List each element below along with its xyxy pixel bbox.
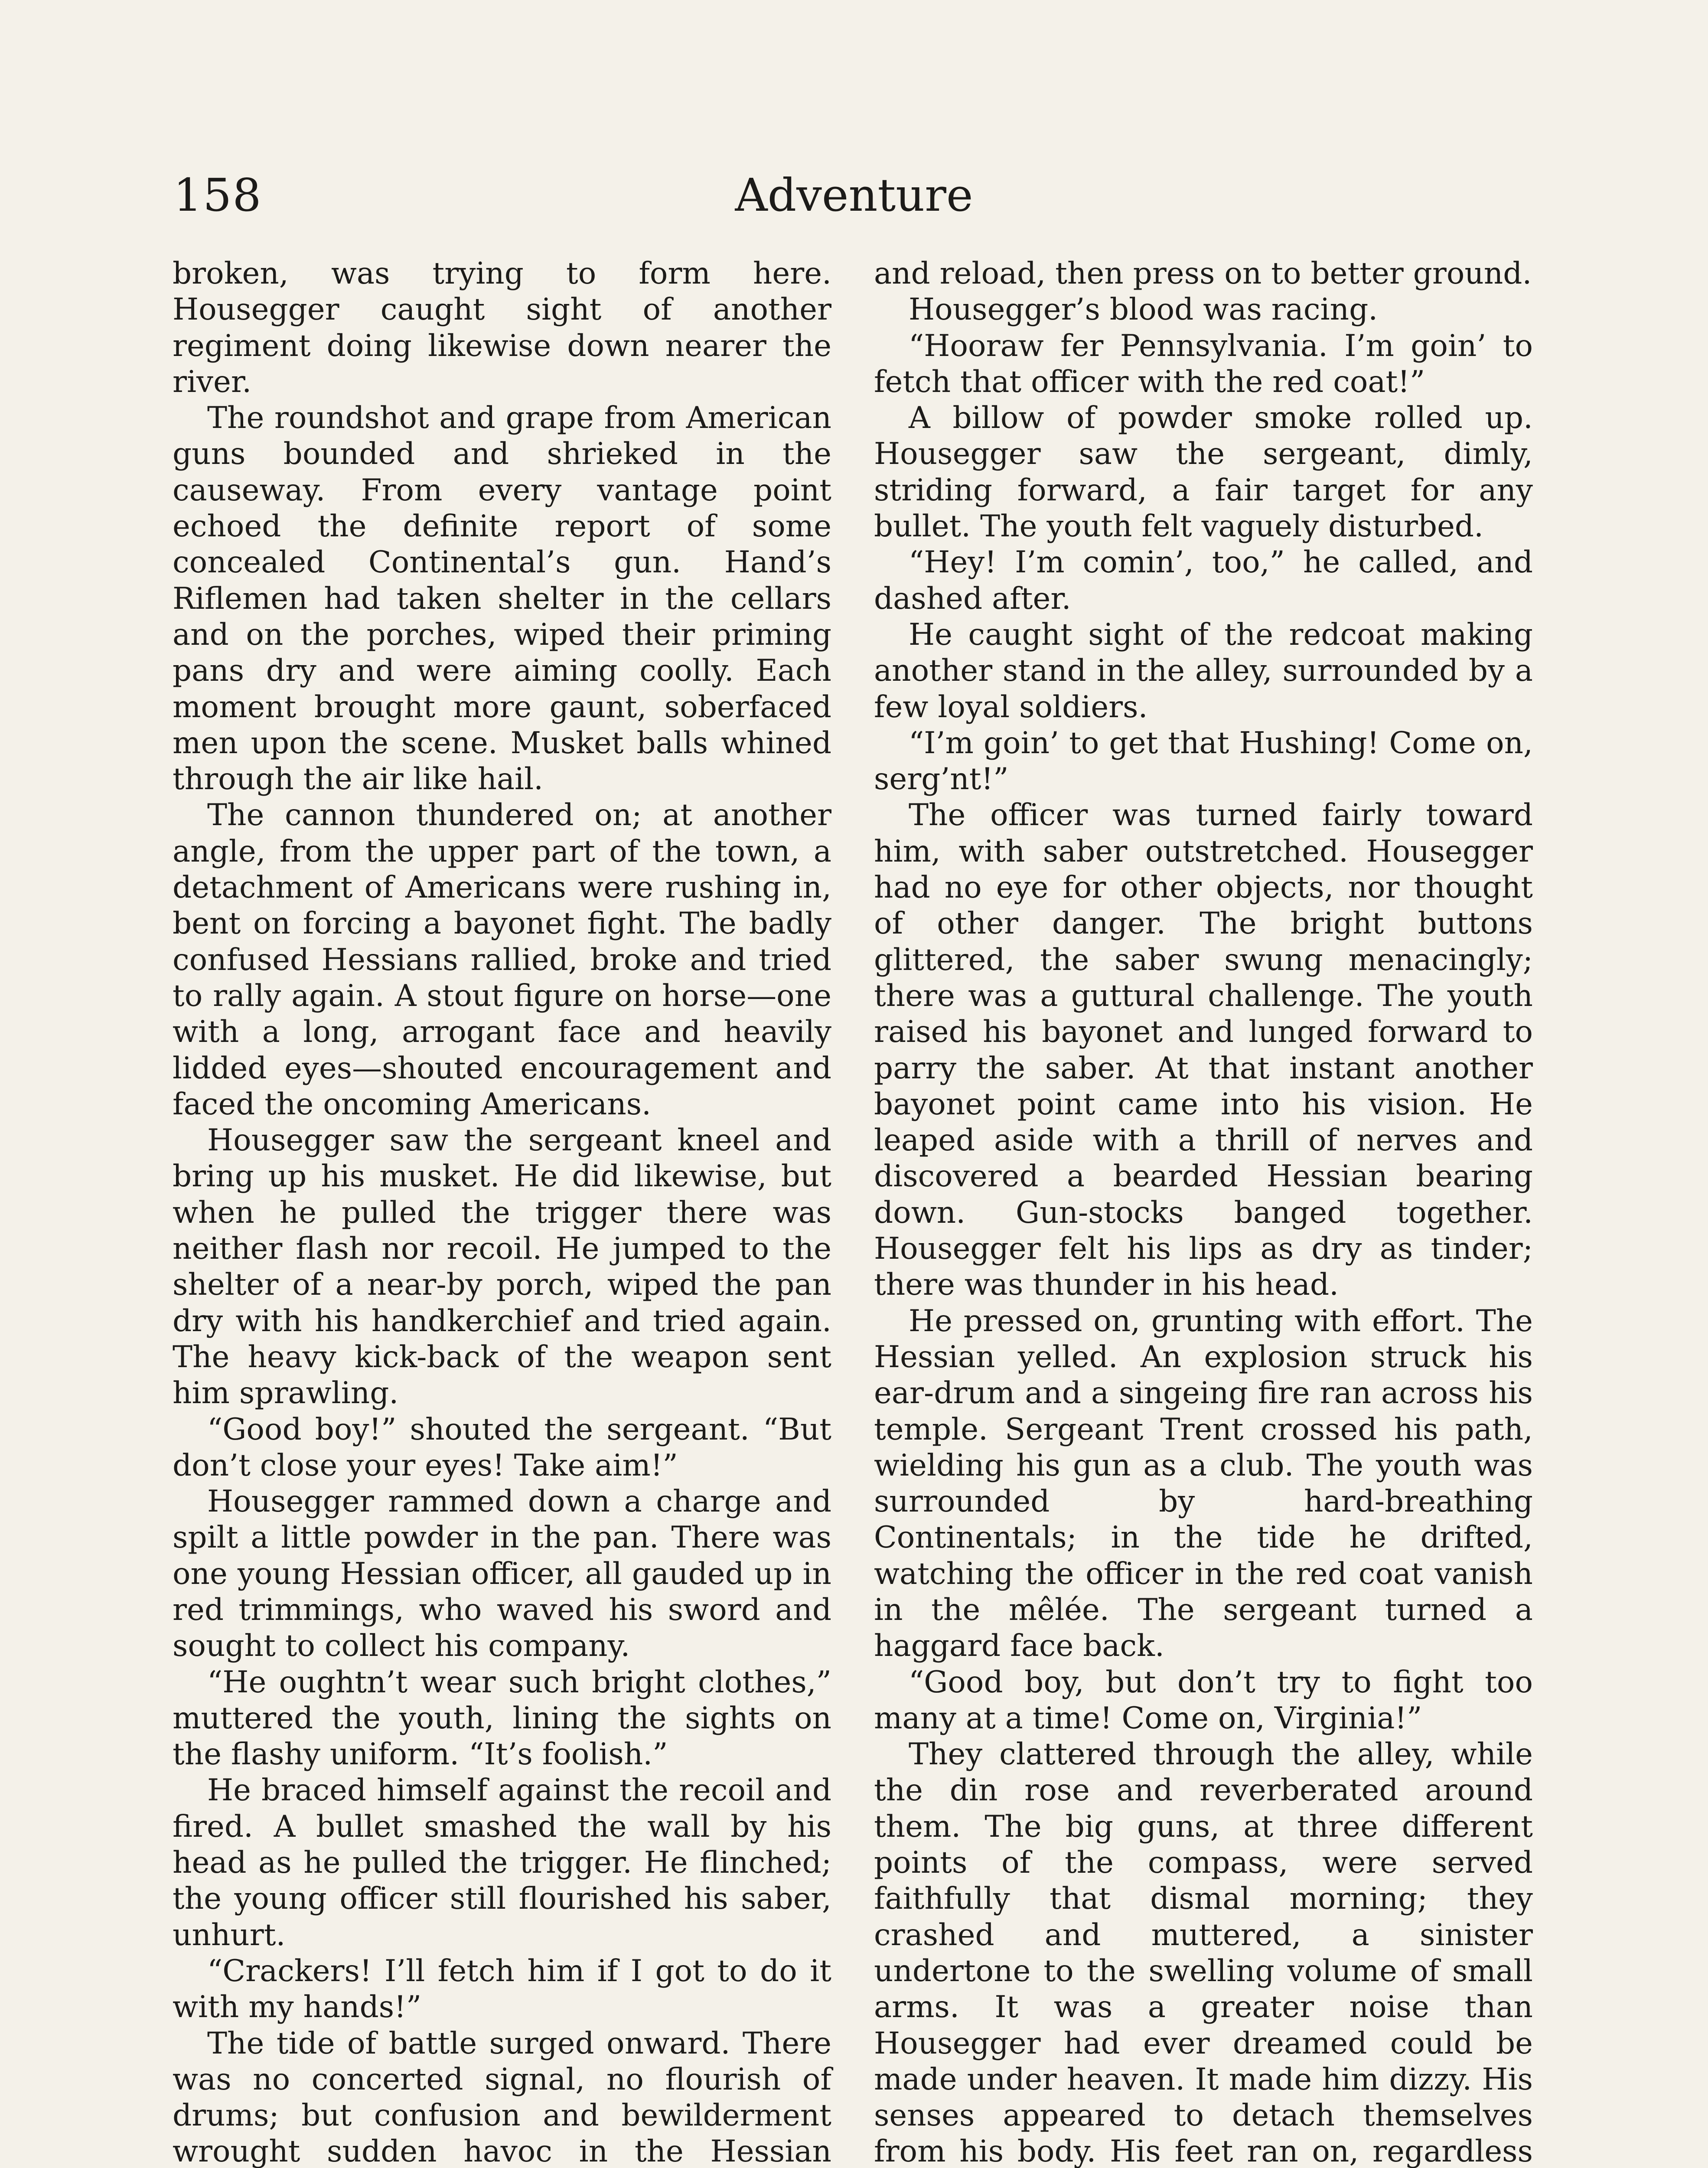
paragraph: “Hooraw fer Pennsylvania. I’m goin’ to fetch that officer with the red coat!” (874, 328, 1533, 399)
running-title: Adventure (735, 169, 973, 222)
left-column (173, 256, 831, 2168)
paragraph: “I’m goin’ to get that Hushing! Come on, serg’nt!” (874, 725, 1533, 797)
paragraph: He caught sight of the redcoat making another stand in the alley, surrounded by a few loyal soldiers. (874, 617, 1533, 725)
paragraph: The cannon thundered on; at another angle, from the upper part of the town, a detachment of Americans were rushing in, bent on forcing a bayonet fight. The badly confused Hessians rallied, broke and tried to rally again. A stout figure on horse—one with a long, arrogant face and heavily lidded eyes—shouted encouragement and faced the oncoming Americans. (173, 798, 831, 1122)
paragraph: They clattered through the alley, while the din rose and reverberated around them. The big guns, at three different points of the compass, were served faithfully that dismal morning; they crashed and muttered, a sinister undertone to the swelling volume of small arms. It was a greater noise than Housegger had ever dreamed could be made under heaven. It made him dizzy. His senses appeared to detach themselves from his body. His feet ran on, regardless (874, 1737, 1533, 2168)
paragraph: A billow of powder smoke rolled up. Housegger saw the sergeant, dimly, striding forward, a fair target for any bullet. The youth felt vaguely disturbed. (874, 401, 1533, 544)
paragraph: Housegger saw the sergeant kneel and bring up his musket. He did likewise, but when he pulled the trigger there was neither flash nor recoil. He jumped to the shelter of a near-by porch, wiped the pan dry with his handkerchief and tried again. The heavy kick-back of the weapon sent him sprawling. (173, 1123, 831, 1411)
paragraph: The officer was turned fairly toward him, with saber outstretched. Housegger had no eye for other objects, nor thought of other danger. The bright buttons glittered, the saber swung menacingly; there was a guttural challenge. The youth raised his bayonet and lunged forward to parry the saber. At that instant another bayonet point came into his vision. He leaped aside with a thrill of nerves and discovered a bearded Hessian bearing down. Gun-stocks banged together. Housegger felt his lips as dry as tinder; there was thunder in his head. (874, 798, 1533, 1303)
paragraph: The roundshot and grape from American guns bounded and shrieked in the causeway. From every vantage point echoed the definite report of some concealed Continental’s gun. Hand’s Riflemen had taken shelter in the cellars and on the porches, wiped their priming pans dry and were aiming coolly. Each moment brought more gaunt, soberfaced men upon the scene. Musket balls whined through the air like hail. (173, 401, 831, 797)
paragraph: “He oughtn’t wear such bright clothes,” muttered the youth, lining the sights on the flashy uniform. “It’s foolish.” (173, 1665, 831, 1772)
paragraph: Housegger’s blood was racing. (909, 292, 1378, 327)
paragraph: “Good boy, but don’t try to fight too many at a time! Come on, Virginia!” (874, 1665, 1533, 1736)
paragraph: and reload, then press on to better ground. (874, 256, 1532, 291)
page-header (173, 165, 1535, 234)
paragraph: broken, was trying to form here. Housegger caught sight of another regiment doing likewise down nearer the river. (173, 256, 831, 399)
paragraph: Housegger rammed down a charge and spilt a little powder in the pan. There was one young Hessian officer, all gauded up in red trimmings, who waved his sword and sought to collect his company. (173, 1484, 831, 1664)
right-column (874, 256, 1533, 2168)
page-number: 158 (173, 169, 262, 222)
paragraph: He pressed on, grunting with effort. The Hessian yelled. An explosion struck his ear-drum and a singeing fire ran across his temple. Sergeant Trent crossed his path, wielding his gun as a club. The youth was surrounded by hard-breathing Continentals; in the tide he drifted, watching the officer in the red coat vanish in the mêlée. The sergeant turned a haggard face back. (874, 1303, 1533, 1664)
paragraph: “Good boy!” shouted the sergeant. “But don’t close your eyes! Take aim!” (173, 1412, 831, 1483)
paragraph: He braced himself against the recoil and fired. A bullet smashed the wall by his head as he pulled the trigger. He flinched; the young officer still flourished his saber, unhurt. (173, 1773, 831, 1953)
paragraph: The tide of battle surged onward. There was no concerted signal, no flourish of drums; but confusion and bewilderment wrought sudden havoc in the Hessian (173, 2026, 831, 2168)
paragraph: “Crackers! I’ll fetch him if I got to do it with my hands!” (173, 1953, 831, 2025)
paragraph: “Hey! I’m comin’, too,” he called, and dashed after. (874, 545, 1533, 616)
